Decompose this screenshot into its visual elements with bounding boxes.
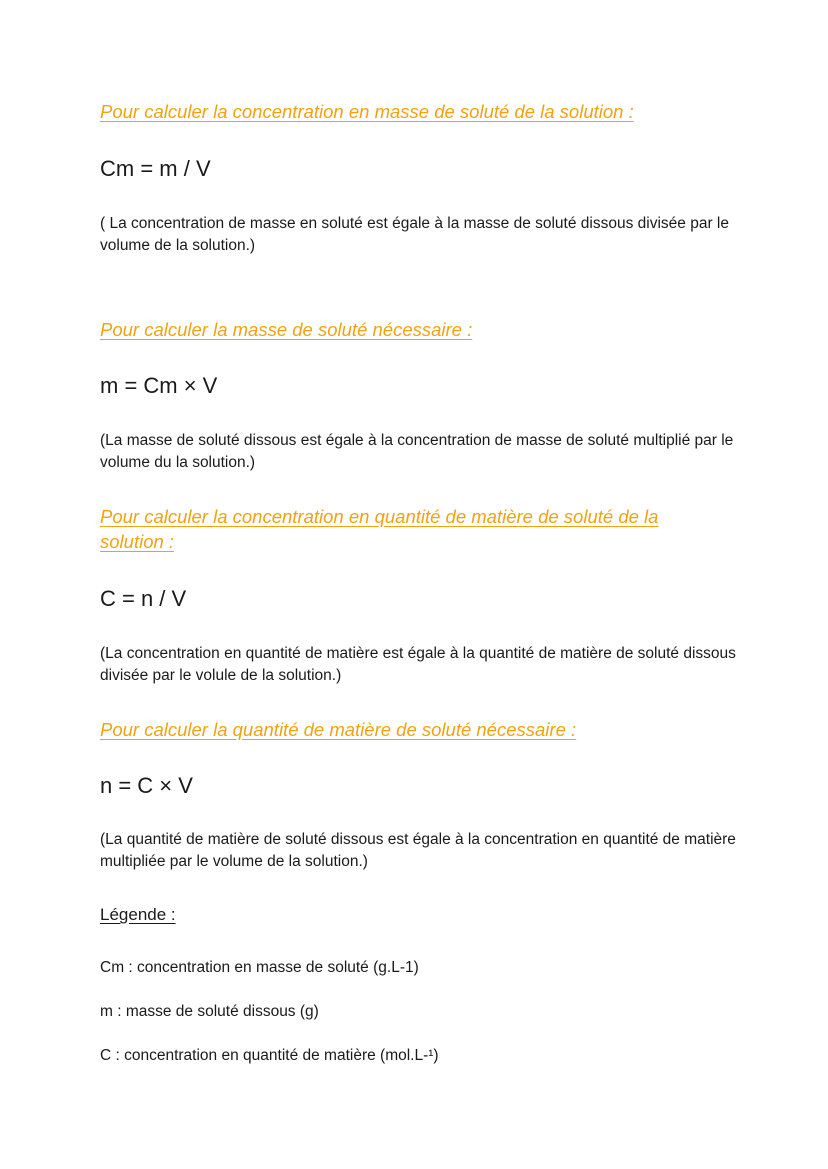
explanation-molar-concentration: (La concentration en quantité de matière est égale à la quantité de matière de soluté dissous divisée par le volule de la solution.) <box>100 645 736 684</box>
explanation-amount-of-substance: (La quantité de matière de soluté dissous est égale à la concentration en quantité de matière multipliée par le volume de la solution.) <box>100 831 736 870</box>
formula-solute-mass: m = Cm × V <box>100 373 218 398</box>
legend-item-cm: Cm : concentration en masse de soluté (g.L-1) <box>100 959 419 976</box>
formula-molar-concentration: C = n / V <box>100 586 187 611</box>
section-heading-solute-mass: Pour calculer la masse de soluté nécessaire : <box>100 319 473 340</box>
formula-amount-of-substance: n = C × V <box>100 773 193 798</box>
section-heading-mass-concentration: Pour calculer la concentration en masse de soluté de la solution : <box>100 101 634 122</box>
explanation-solute-mass: (La masse de soluté dissous est égale à la concentration de masse de soluté multiplié par le volume du la solution.) <box>100 432 734 471</box>
section-heading-amount-of-substance: Pour calculer la quantité de matière de soluté nécessaire : <box>100 719 577 740</box>
formula-mass-concentration: Cm = m / V <box>100 156 211 181</box>
legend-item-c: C : concentration en quantité de matière (mol.L-¹) <box>100 1047 439 1064</box>
legend-title: Légende : <box>100 905 176 924</box>
legend-item-m: m : masse de soluté dissous (g) <box>100 1003 319 1020</box>
explanation-mass-concentration: ( La concentration de masse en soluté est égale à la masse de soluté dissous divisée par le volume de la solution.) <box>100 215 729 254</box>
section-heading-molar-concentration: Pour calculer la concentration en quantité de matière de soluté de la solution : <box>100 506 659 552</box>
